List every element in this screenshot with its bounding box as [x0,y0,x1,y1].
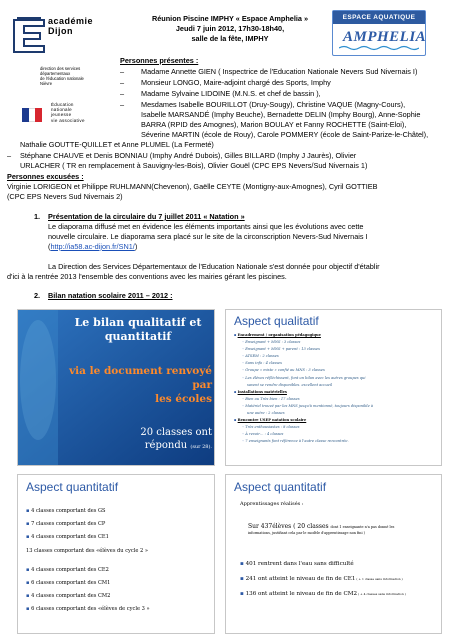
bullet-icon: ◦ [242,425,246,430]
present-item: Madame Sylvaine LIDOINE (M.N.S. et chef de bassin ), [141,89,321,98]
slide2-item-text: 7 enseignants font référence à l'autre classe rencontrée. [245,439,349,444]
slide2-item [234,417,438,424]
slide2-item [234,389,438,396]
bullet-icon: ▪ [240,576,246,582]
slide2-item [234,339,438,346]
slide2-item-text: Matériel trouvé par les MNS jusqu'à mentionné, toujours disponible à [245,403,373,408]
slide4-subtitle: Apprentissages réalisés : [240,501,304,507]
slide2-item [234,410,438,417]
slide2-item-text: Très enthousiastes : 8 classes [245,425,300,430]
slide1-line4: les écoles [155,393,212,405]
slide-bilan [17,309,215,466]
bullet-icon: ◦ [242,375,246,380]
slide1-line5: 20 classes ont [140,427,212,438]
header-location: salle de la fête, IMPHY [191,34,269,43]
bullet-icon: ▪ [26,606,32,613]
bullet-icon: ▪ [234,418,238,423]
slide2-item [234,424,438,431]
slide2-item-text: Groupe « mixte » confié au MNS : 3 classes [245,368,325,373]
slide3-item [26,603,212,616]
espace-aquatique-logo [332,10,426,56]
slide2-item [234,396,438,403]
slide3-item [26,518,212,531]
slide2-item [234,332,438,339]
bullet-icon: ◦ [242,432,246,437]
bullet-icon: ◦ [242,354,246,359]
slide2-item-text: Les élèves réfléchissent, font un bilan avec les autres groupes qui [245,375,366,380]
slide3-item-text: 4 classes comportant des CM2 [31,593,111,600]
section1-para2: d'ici à la rentrée 2013 l'ensemble des conventions avec les mairies gérant les piscines. [7,272,287,281]
slide2-item [234,375,438,382]
present-item: Mesdames Isabelle BOURILLOT (Druy-Sougy), Christine VAQUE (Magny-Cours), [141,100,406,109]
bullet-icon: ◦ [242,396,246,401]
slide2-item-text: À revoir… : 4 classes [245,432,284,437]
slide3-item [26,531,212,544]
slide4-main-text: Sur 437élèves ( 20 classes [248,523,329,530]
slide3-title: Aspect quantitatif [26,480,119,494]
slide4-main [248,523,438,536]
slide3-item-text: 6 classes comportant des CM1 [31,580,111,587]
bullet-icon: ◦ [242,368,246,373]
slide4-item [240,572,436,587]
bullet-icon: ▪ [234,333,238,337]
section1-title: Présentation de la circulaire du 7 juillet 2011 « Natation » [48,212,245,221]
slide1-line2: quantitatif [104,330,172,343]
section2-title: Bilan natation scolaire 2011 – 2012 : [48,291,173,300]
section1-number: 1. [34,212,41,221]
slide4-item-text: 241 ont atteint le niveau de fin de CE1 [245,576,356,582]
slide2-item-text: Sans info : 4 classes [245,361,283,366]
slide3-item [26,590,212,603]
slide3-item [26,545,212,558]
present-item: Isabelle MARSANDÉ (Imphy Beuche), Bernadette DELIN (Imphy Bourg), Anne-Sophie [141,110,421,119]
logo-title: académie Dijon [48,16,94,36]
excused-item: Virginie LORIGEON et Philippe RUHLMANN(Chevenon), Gaëlle CEYTE (Montigny-aux-Amognes), Cyril GOTTIEB [7,182,378,191]
section1-line: nouvelle circulaire. Le diaporama sera placé sur le site de la circonscription Nevers-Sud Nivernais I [48,232,368,241]
slide2-title: Aspect qualitatif [234,314,319,328]
header-title: Réunion Piscine IMPHY « Espace Amphelia » [151,14,309,23]
circonscription-link[interactable]: http://ia58.ac-dijon.fr/SN1/ [50,242,135,251]
slide3-item [26,505,212,518]
slide3-item-text: 4 classes comportant des CE1 [31,534,109,541]
slide1-line6: répondu [144,440,188,451]
slide2-item-text: Rencontre USEP natation scolaire [237,418,307,423]
slide3-item [26,577,212,590]
slide1-line3: via le document renvoyé par [69,365,212,391]
slide4-item-note: ( + 4 classes sans information ) [357,592,406,596]
slide2-item-text: Installations matérielles [237,389,287,394]
aqua-logo-name: AMPHELIA [343,29,427,45]
excused-heading: Personnes excusées : [7,172,84,181]
slide2-item [234,438,438,445]
slide4-item [240,587,436,602]
slide2-item-text: ATSEM : 2 classes [245,354,279,359]
slide1-line1: Le bilan qualitatif et [74,316,202,329]
present-item: Stéphane CHAUVE et Denis BONNIAU (Imphy André Dubois), Gilles BILLARD (Imphy J Jaurès), Olivier [20,151,357,160]
bullet-icon: ▪ [26,566,32,573]
bullet-icon: ▪ [26,521,32,528]
bullet-icon: ▪ [26,534,32,541]
present-item: Séverine MARTIN (école de Rouy), Carole POMMERY (école de Saint-Parize-le-Châtel), [141,130,429,139]
slide2-item [234,431,438,438]
bullet-icon: ▪ [26,508,32,514]
bullet-icon: ▪ [240,561,246,567]
slide2-item [234,382,438,389]
logo-subtitle: direction des services départementaux de l'éducation nationale Nièvre [40,66,84,86]
present-item: BARRA (RPID des Amognes), Marion BOULAY et Fanny ROCHETTE (Saint-Eloi), [141,120,407,129]
slide2-item-text: une autre : 2 classes [247,411,285,416]
section1-para2: La Direction des Services Départementaux de l'Education Nationale s'est donnée pour objectif d'établir [48,262,380,271]
bullet-icon: ▪ [26,580,32,587]
slide2-item [234,367,438,374]
bullet-icon: ▪ [26,593,32,600]
slide4-item-text: 401 rentrent dans l'eau sans difficulté [245,561,354,567]
slide2-item [234,403,438,410]
slide3-item-text: 4 classes comportant des CE2 [31,566,109,573]
slide-aspect-qualitatif [225,309,442,466]
present-item: Madame Annette GIEN ( Inspectrice de l'Education Nationale Nevers Sud Nivernais I) [141,67,418,76]
slide2-item-text: savent se rendre disponibles. excellent accueil [247,382,333,387]
slide3-list [26,505,212,617]
bullet-icon: ◦ [242,347,246,352]
slide3-item-text: 7 classes comportant des CP [31,521,106,528]
slide3-item-text: 4 classes comportant des GS [31,508,106,514]
slide4-item-note: ( + 1 classe sans information ) [355,577,403,581]
section2-number: 2. [34,291,41,300]
present-item: Monsieur LONGO, Maire-adjoint chargé des Sports, Imphy [141,78,331,87]
slide4-main-note: dont 1 enseignante n'a pas donné les [330,525,395,529]
aqua-logo-top: ESPACE AQUATIQUE [333,11,425,24]
slide2-list [234,332,438,446]
header-date: Jeudi 7 juin 2012, 17h30-18h40, [175,24,285,33]
bullet-icon: ◦ [242,439,246,444]
academie-emblem-icon [10,14,48,58]
present-item: URLACHER ( TR en remplacement à Sauvigny-les-Bois), Olivier Gouël (CPC EPS Nevers/Sud Nivernais 1) [20,161,368,170]
bullet-icon: ◦ [242,403,246,408]
slide2-item-text: Bien ou Très bien : 17 classes [245,396,300,401]
section1-link-line: (http://ia58.ac-dijon.fr/SN1/) [48,242,138,251]
slide4-main-note2: informations, justifiant cela par le modèle d'apprentissage non fini ) [248,531,365,535]
french-flag-icon [22,108,42,122]
slide2-item [234,353,438,360]
slide2-item-text: Encadrement / organisation pédagogique [237,333,321,337]
bullet-icon: ▪ [240,591,246,597]
present-heading: Personnes présentes : [120,56,199,65]
bullet-icon: ◦ [242,361,246,366]
slide2-item [234,346,438,353]
slide3-item-text: 13 classes comportant des «élèves du cycle 2 » [26,547,149,554]
slide2-item-text: Enseignant + MNS + parent : 13 classes [245,347,320,352]
slide1-note: (sur 28). [190,444,212,450]
slide4-list [240,557,436,602]
present-item: Nathalie GOUTTE-QUILLET et Anne PLUMEL (La Fermeté) [20,140,214,149]
section1-line: Le diaporama diffusé met en évidence les éléments importants ainsi que les évolutions avec cette [48,222,364,231]
excused-item: (CPC EPS Nevers Sud Nivernais 2) [7,192,123,201]
slide4-item-text: 136 ont atteint le niveau de fin de CM2 [245,591,358,597]
slide-aspect-quantitatif-classes [17,474,215,634]
slide4-title: Aspect quantitatif [234,480,327,494]
slide4-item [240,557,436,572]
slide-aspect-quantitatif-apprentissages [225,474,442,634]
ministry-label: Éducation nationale jeunesse vie associative [51,102,85,123]
slide2-item-text: Enseignant + MNS : 3 classes [245,340,301,345]
wave-icon [339,45,419,51]
bullet-icon: ▪ [234,389,238,394]
bullet-icon: ◦ [242,340,246,345]
slide2-item [234,360,438,367]
meeting-header [150,14,310,44]
slide3-item-text: 6 classes comportant des «élèves de cycle 3 » [31,606,150,613]
slide3-item [26,564,212,577]
